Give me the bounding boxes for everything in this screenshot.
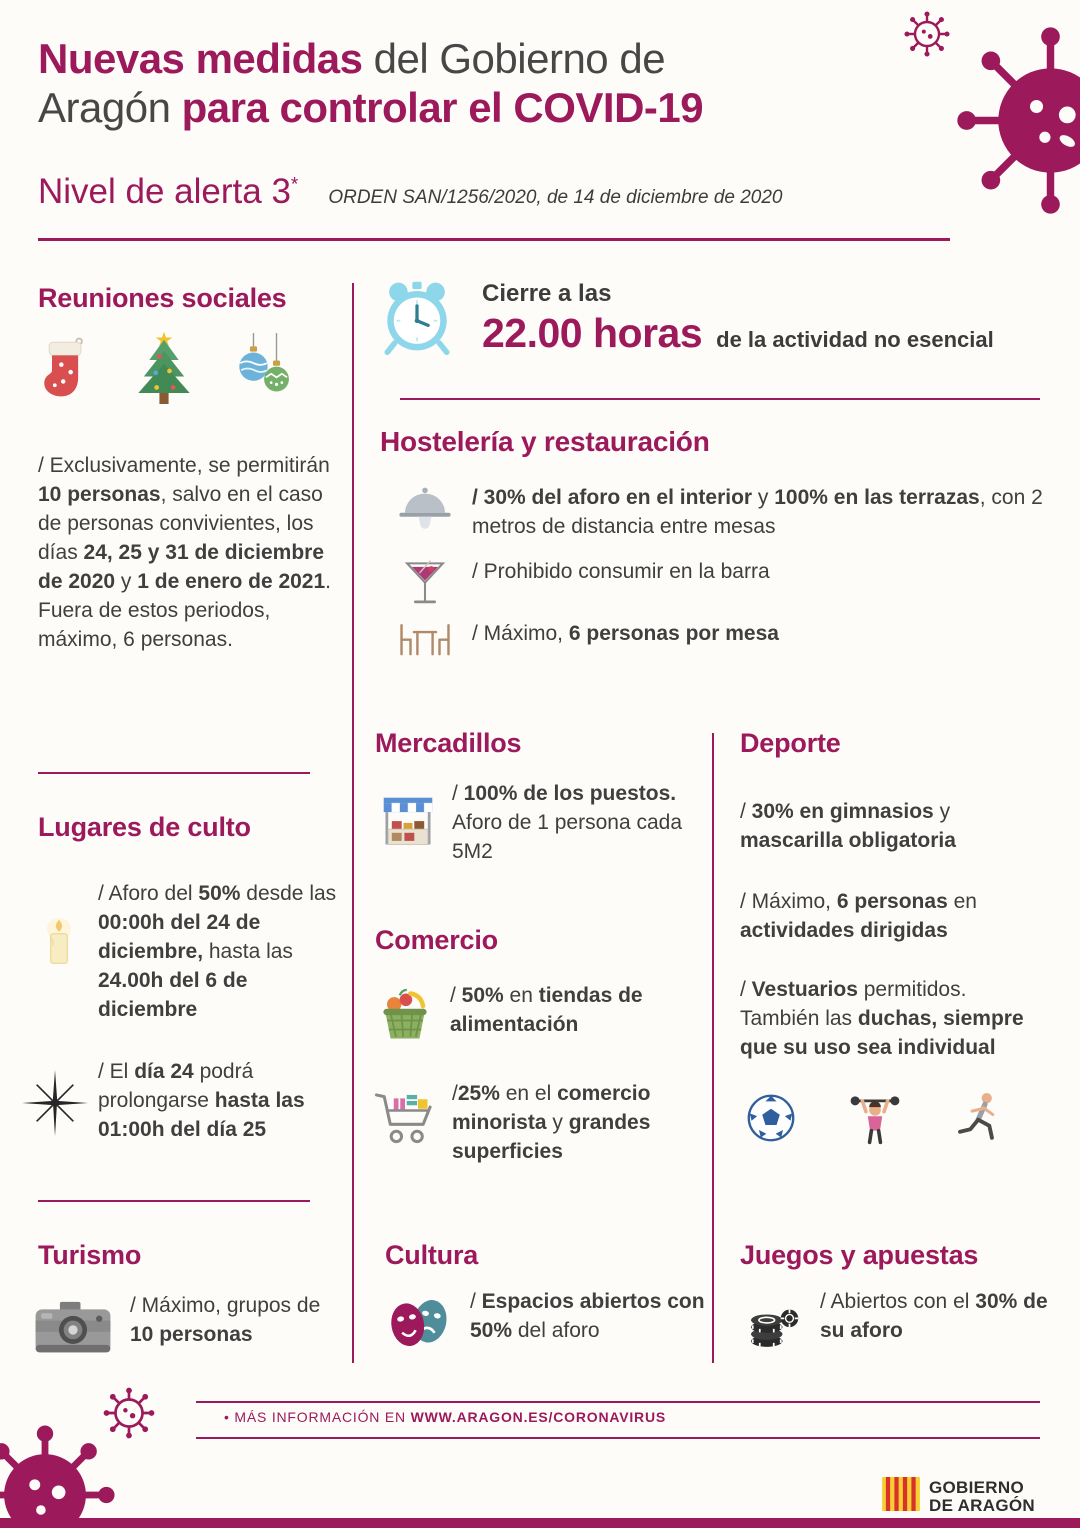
footer-divider: [196, 1437, 1040, 1439]
vertical-divider: [352, 283, 354, 1363]
camera-icon: [32, 1292, 114, 1358]
baubles-icon: [234, 332, 296, 417]
virus-large-icon: [948, 18, 1080, 223]
more-info-text: • MÁS INFORMACIÓN EN WWW.ARAGON.ES/CORONAVIRUS: [224, 1409, 667, 1425]
deporte-item-text: / Vestuarios permitidos. También las duchas, siempre que su uso sea individual: [740, 978, 1024, 1059]
bottom-accent-bar: [0, 1518, 1080, 1528]
reuniones-text: / Exclusivamente, se permitirán 10 personas, salvo en el caso de personas convivientes, los días 24, 25 y 31 de diciembre de 2020 y 1 de enero de 2021. Fuera de estos periodos, máximo, 6 personas.: [38, 454, 332, 651]
shopping-cart-icon: [372, 1080, 438, 1152]
hosteleria-item-barra: [396, 558, 1048, 610]
hosteleria-item-text: / 30% del aforo en el interior y 100% en las terrazas, con 2 metros de distancia entre mesas: [472, 486, 1043, 538]
closing-label: Cierre a las: [482, 280, 612, 307]
poker-chips-icon: [742, 1288, 802, 1350]
alert-asterisk: *: [290, 174, 299, 196]
header-divider: [38, 238, 950, 241]
deporte-icons-row: [746, 1090, 1004, 1151]
mercadillos-item-text: / 100% de los puestos. Aforo de 1 persona cada 5M2: [452, 782, 682, 863]
running-icon: [954, 1091, 1004, 1150]
alert-level-row: [38, 172, 783, 212]
section-title-comercio: Comercio: [375, 925, 498, 955]
closing-time: 22.00 horas: [482, 310, 703, 356]
aragon-flag-icon: [882, 1477, 920, 1516]
hosteleria-item-aforo: [396, 484, 1048, 542]
theater-masks-icon: [380, 1288, 456, 1354]
section-divider: [400, 398, 1040, 400]
turismo-item: [32, 1292, 347, 1358]
alarm-clock-icon: [378, 278, 456, 361]
christmas-tree-icon: [131, 330, 197, 417]
logo-line-2: DE ARAGÓN: [929, 1495, 1035, 1515]
virus-small-icon: [903, 10, 951, 58]
soccer-ball-icon: [746, 1093, 796, 1148]
section-title-hosteleria: Hostelería y restauración: [380, 426, 710, 457]
hosteleria-item-text: / Prohibido consumir en la barra: [472, 560, 770, 583]
section-divider: [38, 1200, 310, 1202]
section-title-juegos: Juegos y apuestas: [740, 1240, 979, 1270]
logo-line-1: GOBIERNO: [929, 1477, 1024, 1497]
virus-large-icon: [0, 1420, 120, 1528]
food-basket-icon: [376, 982, 434, 1044]
deporte-item-text: / Máximo, 6 personas en actividades dirigidas: [740, 890, 977, 942]
juegos-item-text: / Abiertos con el 30% de su aforo: [820, 1290, 1048, 1342]
lugares-item-nochebuena: [20, 1058, 342, 1145]
lugares-item-text: / El día 24 podrá prolongarse hasta las 01:00h del día 25: [98, 1060, 305, 1141]
comercio-item-text: /25% en el comercio minorista y grandes superficies: [452, 1082, 651, 1163]
christmas-icons-row: [38, 330, 296, 417]
closing-time-block: [378, 278, 994, 361]
section-title-cultura: Cultura: [385, 1240, 479, 1270]
turismo-item-text: / Máximo, grupos de 10 personas: [130, 1294, 321, 1346]
candle-icon: [28, 880, 90, 970]
lugares-item-text: / Aforo del 50% desde las 00:00h del 24 de diciembre, hasta las 24.00h del 6 de diciembre: [98, 882, 337, 1021]
page-title: Nuevas medidas del Gobierno de Aragón para controlar el COVID-19: [38, 35, 704, 132]
gobierno-aragon-logo: [882, 1477, 1035, 1516]
market-stall-icon: [380, 780, 436, 850]
closing-time-text: [482, 278, 994, 361]
section-title-reuniones: Reuniones sociales: [38, 283, 287, 313]
cultura-item: [380, 1288, 710, 1354]
table-chairs-icon: [396, 620, 454, 658]
comercio-item-text: / 50% en tiendas de alimentación: [450, 984, 643, 1036]
vertical-divider: [712, 733, 714, 1363]
star-sparkle-icon: [20, 1058, 90, 1136]
alert-level-label: [38, 172, 298, 212]
juegos-item: [742, 1288, 1052, 1350]
deporte-item-text: / 30% en gimnasios y mascarilla obligatoria: [740, 800, 956, 852]
cultura-item-text: / Espacios abiertos con 50% del aforo: [470, 1290, 705, 1342]
hosteleria-item-text: / Máximo, 6 personas por mesa: [472, 622, 779, 645]
closing-suffix: de la actividad no esencial: [716, 327, 994, 352]
comercio-item-alimentacion: [376, 982, 696, 1044]
cloche-icon: [396, 484, 454, 532]
section-title-deporte: Deporte: [740, 728, 841, 758]
lugares-item-aforo: [28, 880, 343, 1025]
alert-level-text: Nivel de alerta 3: [38, 172, 291, 211]
section-divider: [38, 772, 310, 774]
section-title-mercadillos: Mercadillos: [375, 728, 522, 758]
section-title-lugares-de-culto: Lugares de culto: [38, 812, 251, 842]
comercio-item-minorista: [372, 1080, 700, 1167]
christmas-stocking-icon: [38, 336, 94, 417]
cocktail-icon: [396, 558, 454, 610]
hosteleria-item-mesa: [396, 620, 1048, 658]
mercadillos-item: [380, 780, 695, 867]
logo-text: [929, 1479, 1035, 1515]
order-reference: ORDEN SAN/1256/2020, de 14 de diciembre de 2020: [328, 187, 783, 208]
footer-divider: [196, 1401, 1040, 1403]
section-title-turismo: Turismo: [38, 1240, 142, 1270]
weightlifting-icon: [847, 1090, 903, 1151]
